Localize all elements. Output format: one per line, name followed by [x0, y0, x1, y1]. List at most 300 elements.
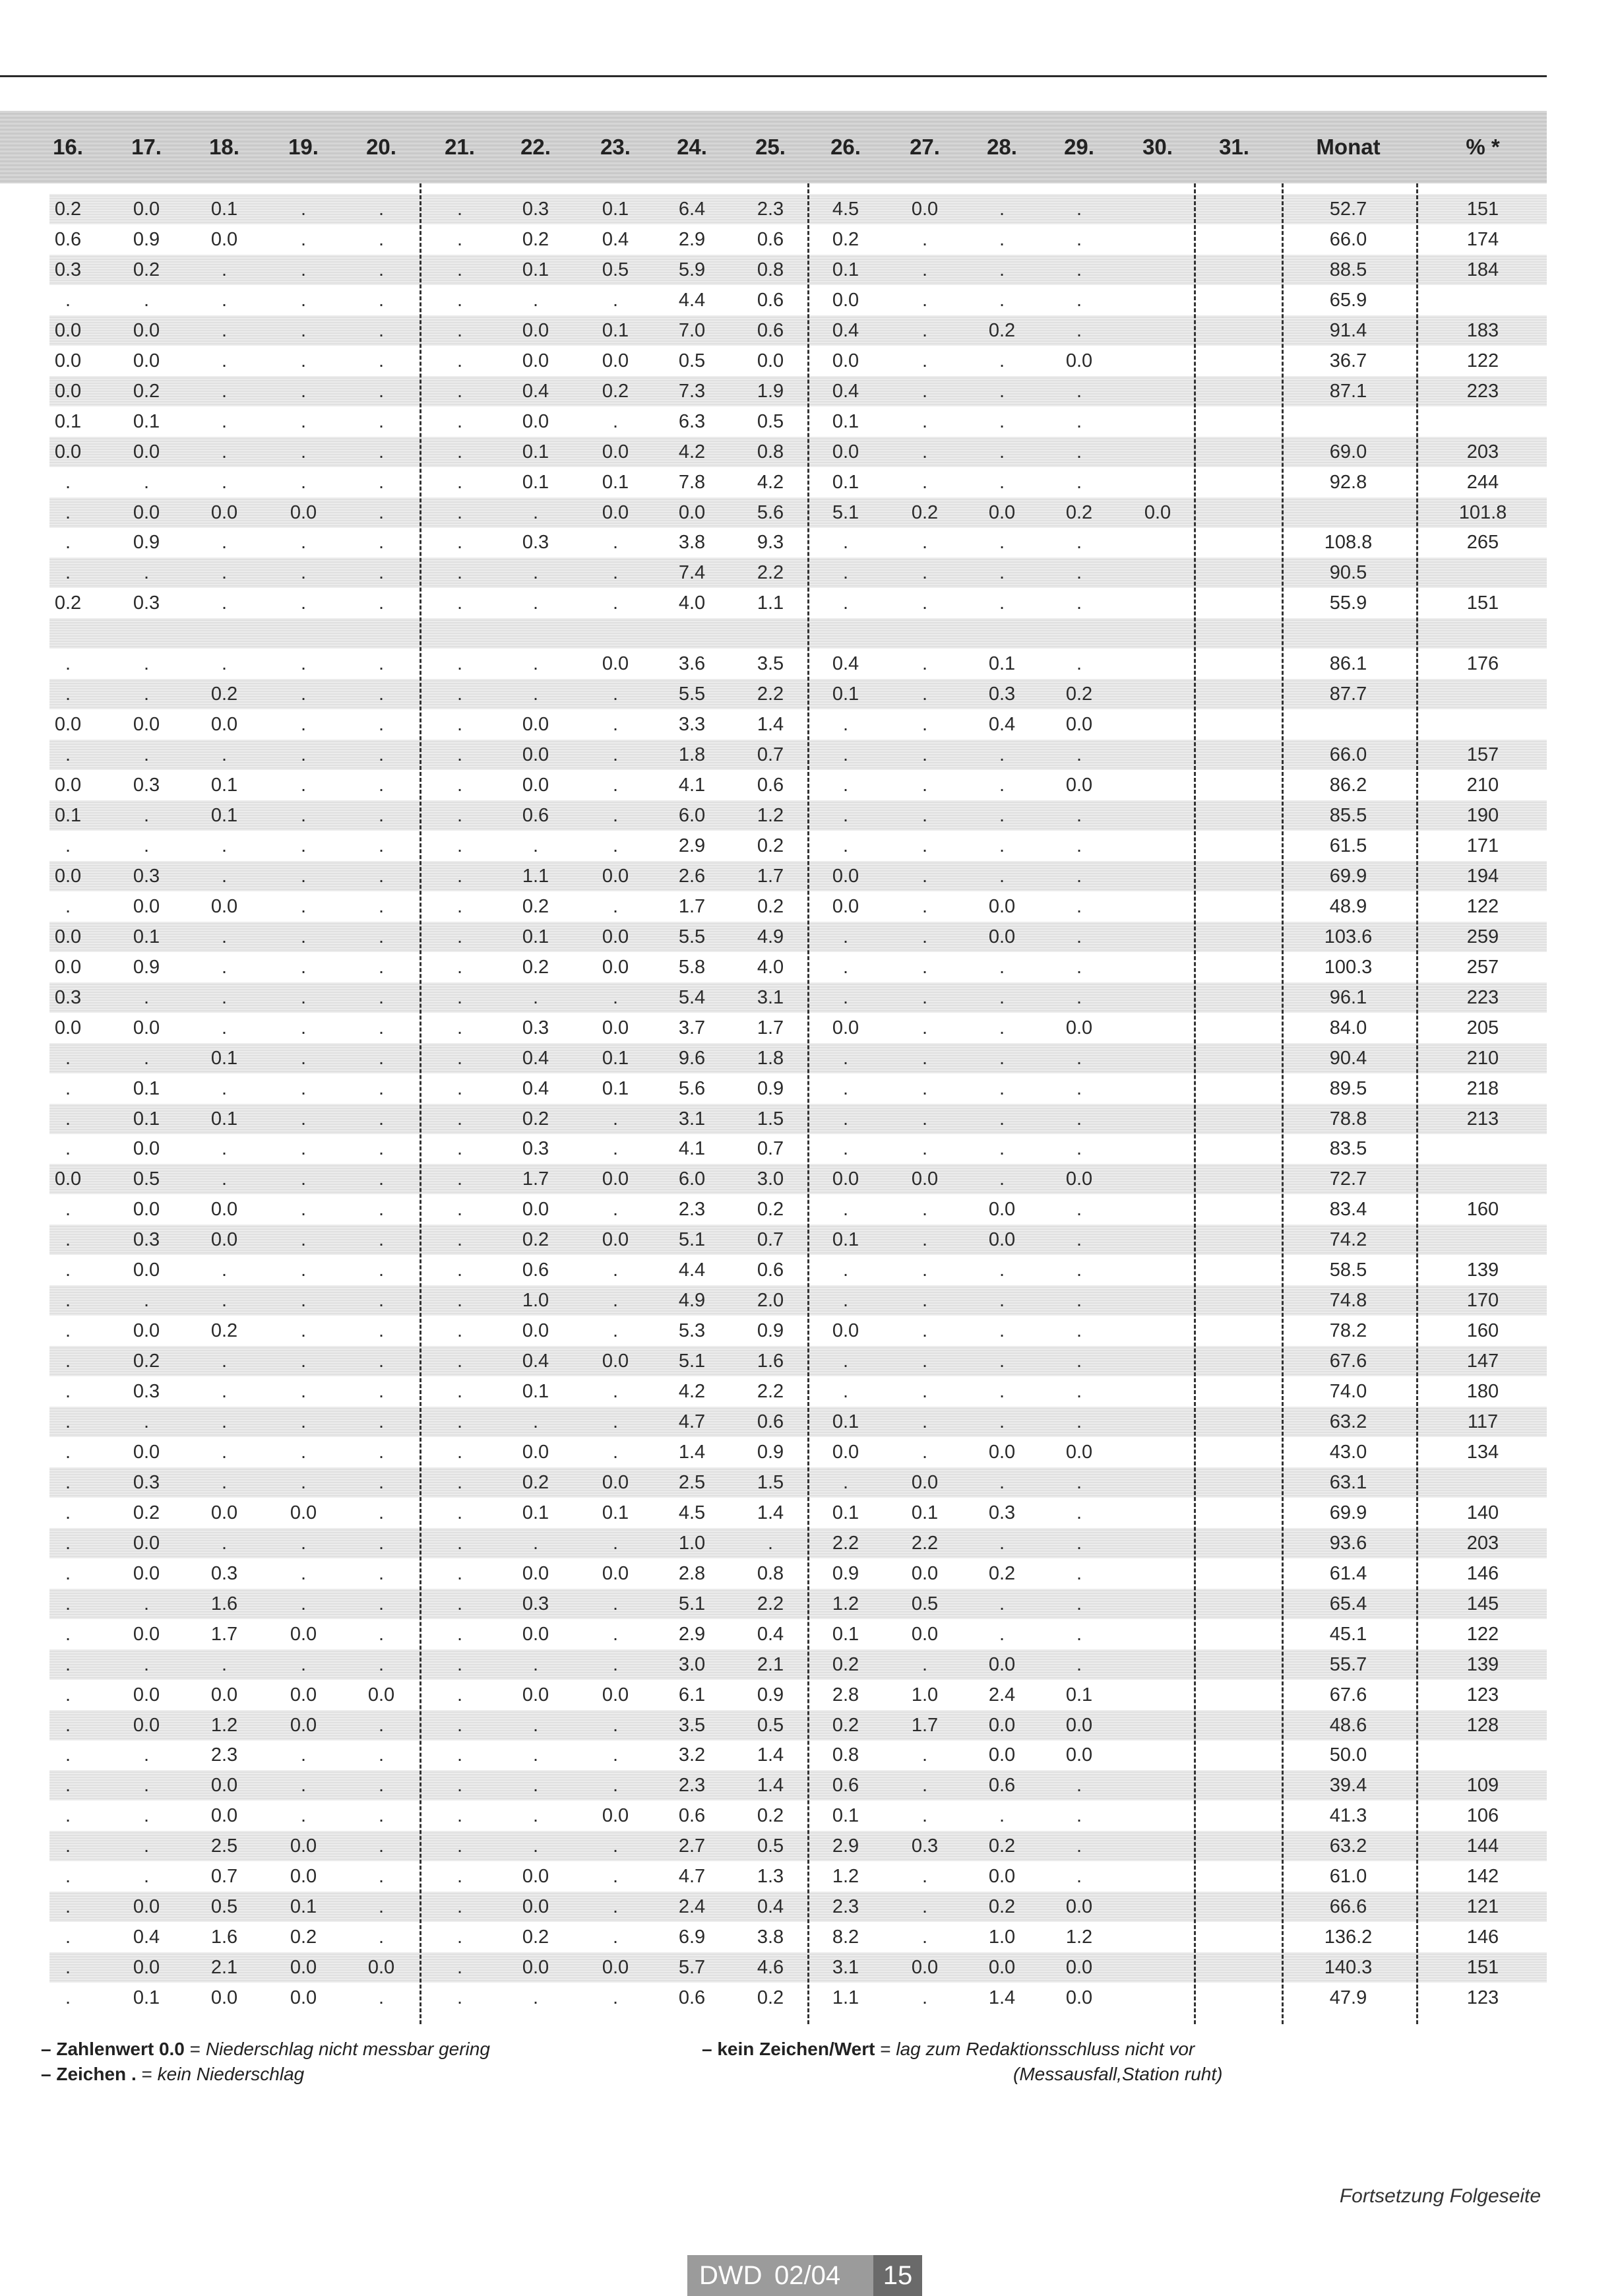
- table-cell: .: [300, 926, 307, 947]
- table-cell: .: [921, 410, 928, 432]
- table-cell: 1.7: [678, 895, 706, 917]
- table-cell: 0.0: [522, 410, 549, 432]
- table-cell: 0.2: [1065, 684, 1093, 705]
- table-cell: 0.0: [210, 1502, 238, 1523]
- table-cell: .: [221, 350, 228, 371]
- table-cell: 92.8: [1329, 471, 1367, 493]
- legend-symbol: .: [131, 2064, 137, 2084]
- table-cell: 106: [1466, 1805, 1499, 1827]
- table-cell: .: [300, 1199, 307, 1221]
- table-cell: 7.3: [678, 380, 706, 402]
- table-cell: 1.7: [757, 1017, 784, 1038]
- table-cell: 0.0: [522, 744, 549, 766]
- column-header: 29.: [1064, 135, 1094, 159]
- table-cell: .: [612, 1987, 619, 2009]
- table-cell: .: [378, 805, 385, 826]
- table-cell: 0.0: [133, 1957, 160, 1979]
- table-cell: .: [921, 562, 928, 584]
- table-cell: .: [378, 410, 385, 432]
- table-cell: .: [300, 956, 307, 978]
- table-cell: 0.0: [602, 1351, 629, 1372]
- table-cell: .: [143, 1775, 150, 1797]
- table-cell: 3.1: [757, 986, 784, 1008]
- table-cell: .: [65, 1562, 71, 1584]
- table-cell: 0.1: [522, 1381, 549, 1403]
- table-cell: .: [612, 1714, 619, 1736]
- table-cell: .: [1076, 410, 1082, 432]
- table-cell: .: [143, 986, 150, 1008]
- separator-before-percent: [1416, 183, 1418, 2024]
- table-cell: .: [456, 1684, 463, 1706]
- table-cell: .: [1076, 1320, 1082, 1342]
- table-cell: 0.4: [988, 714, 1016, 736]
- table-cell: 4.7: [678, 1411, 706, 1432]
- table-cell: .: [612, 1108, 619, 1130]
- table-cell: 4.5: [832, 199, 859, 220]
- table-cell: .: [378, 1381, 385, 1403]
- table-cell: .: [532, 653, 539, 675]
- table-cell: .: [842, 1199, 849, 1221]
- legend-equals: =: [141, 2064, 152, 2084]
- table-cell: 2.3: [757, 199, 784, 220]
- table-cell: 123: [1466, 1987, 1499, 2009]
- legend-equals: =: [189, 2039, 201, 2059]
- table-cell: .: [378, 319, 385, 341]
- table-cell: .: [1076, 1502, 1082, 1523]
- table-cell: 205: [1466, 1017, 1499, 1038]
- table-cell: .: [999, 744, 1005, 766]
- table-cell: 4.1: [678, 1138, 706, 1160]
- table-cell: .: [143, 1593, 150, 1614]
- table-cell: 0.0: [602, 1684, 629, 1706]
- table-cell: .: [532, 289, 539, 311]
- table-cell: 0.2: [522, 1471, 549, 1493]
- table-cell: .: [456, 1532, 463, 1554]
- table-cell: .: [532, 1805, 539, 1827]
- table-cell: 0.6: [988, 1775, 1016, 1797]
- table-cell: 78.2: [1329, 1320, 1367, 1342]
- table-cell: 3.6: [678, 653, 706, 675]
- table-cell: 47.9: [1329, 1987, 1367, 2009]
- table-cell: 1.4: [678, 1441, 706, 1463]
- table-cell: .: [999, 1471, 1005, 1493]
- table-cell: .: [300, 1351, 307, 1372]
- table-cell: .: [456, 1229, 463, 1251]
- table-cell: 0.0: [133, 441, 160, 462]
- table-cell: 1.6: [210, 1593, 238, 1614]
- legend-equals: =: [880, 2039, 891, 2059]
- table-cell: 2.8: [832, 1684, 859, 1706]
- table-cell: .: [65, 1411, 71, 1432]
- table-cell: 2.7: [678, 1835, 706, 1857]
- table-cell: 0.1: [832, 1229, 859, 1251]
- table-cell: 0.7: [757, 1229, 784, 1251]
- table-cell: 5.5: [678, 684, 706, 705]
- table-cell: 0.0: [1144, 501, 1171, 523]
- table-cell: 5.3: [678, 1320, 706, 1342]
- table-cell: 66.6: [1329, 1896, 1367, 1918]
- table-cell: .: [456, 1108, 463, 1130]
- table-cell: 0.8: [757, 441, 784, 462]
- table-cell: 1.1: [522, 865, 549, 887]
- table-cell: .: [999, 1532, 1005, 1554]
- table-cell: 0.6: [522, 1260, 549, 1281]
- table-cell: 2.3: [678, 1199, 706, 1221]
- table-cell: .: [767, 1532, 774, 1554]
- table-cell: 0.0: [54, 380, 82, 402]
- table-cell: 0.1: [602, 319, 629, 341]
- table-cell: .: [1076, 835, 1082, 856]
- table-cell: .: [612, 1138, 619, 1160]
- table-cell: 0.0: [522, 1896, 549, 1918]
- table-cell: .: [65, 501, 71, 523]
- table-cell: 160: [1466, 1320, 1499, 1342]
- table-cell: 0.1: [602, 471, 629, 493]
- table-cell: .: [842, 986, 849, 1008]
- table-cell: .: [532, 1744, 539, 1766]
- table-cell: 151: [1466, 199, 1499, 220]
- table-cell: .: [456, 805, 463, 826]
- table-cell: 67.6: [1329, 1351, 1367, 1372]
- row-stripe: [49, 1104, 1547, 1134]
- table-cell: .: [378, 1593, 385, 1614]
- table-cell: .: [143, 1411, 150, 1432]
- table-cell: 0.0: [1065, 714, 1093, 736]
- table-cell: 4.2: [678, 1381, 706, 1403]
- table-cell: 0.0: [522, 1957, 549, 1979]
- table-cell: 4.6: [757, 1957, 784, 1979]
- table-cell: .: [378, 1320, 385, 1342]
- table-cell: .: [300, 1108, 307, 1130]
- table-cell: 2.2: [911, 1532, 939, 1554]
- table-cell: .: [612, 1411, 619, 1432]
- table-cell: .: [143, 1744, 150, 1766]
- table-cell: 0.1: [210, 1047, 238, 1069]
- table-cell: 0.0: [1065, 1987, 1093, 2009]
- table-cell: 0.8: [832, 1744, 859, 1766]
- table-cell: 0.3: [54, 259, 82, 280]
- table-cell: 0.0: [367, 1957, 395, 1979]
- table-cell: 194: [1466, 865, 1499, 887]
- table-cell: 0.0: [911, 1471, 939, 1493]
- table-cell: .: [999, 441, 1005, 462]
- column-header: 17.: [131, 135, 162, 159]
- table-cell: 0.4: [832, 380, 859, 402]
- table-cell: .: [532, 1775, 539, 1797]
- table-cell: 0.1: [133, 1987, 160, 2009]
- table-cell: 0.0: [210, 1199, 238, 1221]
- table-cell: 0.0: [602, 1017, 629, 1038]
- table-cell: .: [842, 1260, 849, 1281]
- table-cell: .: [612, 805, 619, 826]
- table-cell: .: [842, 714, 849, 736]
- table-cell: 0.1: [1065, 1684, 1093, 1706]
- table-cell: .: [300, 714, 307, 736]
- table-cell: .: [612, 775, 619, 796]
- table-cell: 0.0: [988, 1714, 1016, 1736]
- table-cell: 0.0: [210, 1684, 238, 1706]
- table-cell: .: [65, 471, 71, 493]
- table-cell: .: [65, 1290, 71, 1312]
- table-cell: 0.8: [757, 1562, 784, 1584]
- table-cell: .: [921, 1866, 928, 1888]
- table-cell: 48.6: [1329, 1714, 1367, 1736]
- continuation-note: Fortsetzung Folgeseite: [1339, 2185, 1541, 2207]
- table-cell: .: [532, 835, 539, 856]
- table-cell: 1.0: [911, 1684, 939, 1706]
- table-cell: 7.0: [678, 319, 706, 341]
- table-cell: 4.2: [757, 471, 784, 493]
- table-cell: .: [378, 1866, 385, 1888]
- table-cell: .: [65, 1684, 71, 1706]
- table-cell: .: [921, 775, 928, 796]
- table-cell: .: [456, 744, 463, 766]
- table-cell: .: [456, 1866, 463, 1888]
- table-cell: .: [456, 1653, 463, 1675]
- table-cell: 45.1: [1329, 1623, 1367, 1645]
- table-cell: 0.1: [133, 410, 160, 432]
- table-cell: .: [378, 1077, 385, 1099]
- table-cell: .: [921, 1351, 928, 1372]
- table-cell: 0.0: [210, 714, 238, 736]
- table-cell: .: [456, 410, 463, 432]
- table-cell: .: [921, 1229, 928, 1251]
- table-cell: 0.2: [522, 895, 549, 917]
- table-cell: .: [1076, 1077, 1082, 1099]
- table-cell: .: [456, 1077, 463, 1099]
- table-cell: .: [921, 1077, 928, 1099]
- table-cell: .: [221, 1168, 228, 1190]
- table-cell: 2.2: [832, 1532, 859, 1554]
- table-cell: 147: [1466, 1351, 1499, 1372]
- table-cell: 2.2: [757, 1381, 784, 1403]
- table-cell: 0.5: [678, 350, 706, 371]
- column-header: Monat: [1316, 135, 1381, 159]
- table-cell: 2.9: [678, 835, 706, 856]
- table-cell: .: [1076, 1260, 1082, 1281]
- table-cell: 41.3: [1329, 1805, 1367, 1827]
- table-cell: 0.6: [832, 1775, 859, 1797]
- table-cell: 122: [1466, 1623, 1499, 1645]
- table-cell: .: [378, 1623, 385, 1645]
- table-cell: .: [1076, 199, 1082, 220]
- table-cell: .: [999, 592, 1005, 614]
- table-cell: 2.2: [757, 684, 784, 705]
- table-cell: .: [378, 1744, 385, 1766]
- table-cell: .: [456, 926, 463, 947]
- table-cell: .: [1076, 1381, 1082, 1403]
- table-cell: .: [65, 1532, 71, 1554]
- table-cell: .: [65, 895, 71, 917]
- table-cell: 0.0: [988, 1744, 1016, 1766]
- table-cell: .: [456, 592, 463, 614]
- table-cell: 0.2: [832, 228, 859, 250]
- table-cell: 74.8: [1329, 1290, 1367, 1312]
- table-cell: 0.6: [54, 228, 82, 250]
- table-cell: 0.0: [832, 1168, 859, 1190]
- table-cell: 151: [1466, 592, 1499, 614]
- issue-number: 02/04: [774, 2261, 841, 2290]
- table-cell: 0.0: [522, 319, 549, 341]
- table-cell: 0.1: [832, 259, 859, 280]
- table-cell: .: [842, 775, 849, 796]
- table-cell: 66.0: [1329, 228, 1367, 250]
- table-cell: 0.0: [133, 1320, 160, 1342]
- table-cell: .: [921, 1927, 928, 1948]
- table-cell: .: [921, 228, 928, 250]
- table-cell: .: [1076, 1653, 1082, 1675]
- table-cell: .: [921, 1744, 928, 1766]
- table-cell: .: [999, 1290, 1005, 1312]
- table-cell: .: [999, 986, 1005, 1008]
- table-cell: .: [65, 1381, 71, 1403]
- table-cell: 0.3: [911, 1835, 939, 1857]
- table-cell: .: [1076, 865, 1082, 887]
- table-cell: .: [612, 1896, 619, 1918]
- table-cell: .: [65, 1957, 71, 1979]
- table-cell: .: [1076, 986, 1082, 1008]
- table-cell: .: [221, 259, 228, 280]
- table-cell: .: [999, 1017, 1005, 1038]
- table-cell: .: [456, 895, 463, 917]
- table-cell: 0.2: [133, 1351, 160, 1372]
- table-cell: 63.2: [1329, 1411, 1367, 1432]
- table-cell: 0.3: [522, 1017, 549, 1038]
- legend-label: – Zahlenwert: [41, 2039, 154, 2059]
- table-cell: .: [1076, 1775, 1082, 1797]
- table-cell: .: [378, 1351, 385, 1372]
- table-cell: .: [921, 805, 928, 826]
- table-cell: 3.3: [678, 714, 706, 736]
- table-cell: .: [842, 744, 849, 766]
- table-cell: 0.3: [522, 532, 549, 554]
- table-cell: .: [378, 1775, 385, 1797]
- table-cell: 0.0: [988, 501, 1016, 523]
- table-cell: 259: [1466, 926, 1499, 947]
- table-cell: 0.5: [210, 1896, 238, 1918]
- table-cell: .: [378, 562, 385, 584]
- table-cell: 0.0: [290, 1957, 317, 1979]
- table-cell: .: [300, 1047, 307, 1069]
- table-cell: 0.3: [133, 1471, 160, 1493]
- legend-no-sign: [702, 2039, 1195, 2060]
- table-cell: 180: [1466, 1381, 1499, 1403]
- table-cell: 0.0: [602, 1562, 629, 1584]
- table-cell: 0.0: [1065, 1957, 1093, 1979]
- table-cell: 0.0: [911, 1562, 939, 1584]
- table-cell: 61.0: [1329, 1866, 1367, 1888]
- table-cell: .: [143, 289, 150, 311]
- table-cell: .: [300, 1441, 307, 1463]
- table-cell: 84.0: [1329, 1017, 1367, 1038]
- table-cell: 0.0: [522, 714, 549, 736]
- table-cell: 2.4: [678, 1896, 706, 1918]
- table-cell: 1.5: [757, 1471, 784, 1493]
- table-cell: .: [300, 1653, 307, 1675]
- table-cell: 0.0: [54, 1017, 82, 1038]
- table-cell: .: [532, 1411, 539, 1432]
- table-cell: 0.1: [54, 805, 82, 826]
- table-cell: 0.2: [133, 259, 160, 280]
- table-cell: 2.3: [210, 1744, 238, 1766]
- table-cell: 0.0: [602, 926, 629, 947]
- table-cell: .: [921, 835, 928, 856]
- table-cell: .: [221, 986, 228, 1008]
- table-cell: 0.0: [522, 1684, 549, 1706]
- table-cell: 65.9: [1329, 289, 1367, 311]
- table-cell: .: [221, 289, 228, 311]
- table-cell: 0.2: [832, 1714, 859, 1736]
- table-cell: .: [221, 1532, 228, 1554]
- table-cell: 0.0: [988, 1957, 1016, 1979]
- table-cell: 0.6: [678, 1987, 706, 2009]
- table-cell: 0.0: [602, 1957, 629, 1979]
- table-cell: .: [999, 410, 1005, 432]
- table-cell: 0.0: [522, 775, 549, 796]
- table-cell: .: [300, 1168, 307, 1190]
- table-cell: .: [65, 1047, 71, 1069]
- table-cell: .: [1076, 1835, 1082, 1857]
- table-cell: .: [378, 1168, 385, 1190]
- separator-after-25: [807, 183, 809, 2024]
- table-cell: .: [378, 1502, 385, 1523]
- table-cell: .: [921, 1653, 928, 1675]
- table-cell: 83.4: [1329, 1199, 1367, 1221]
- table-cell: .: [378, 471, 385, 493]
- table-cell: .: [221, 410, 228, 432]
- table-cell: .: [300, 895, 307, 917]
- table-cell: 1.2: [832, 1593, 859, 1614]
- table-cell: 58.5: [1329, 1260, 1367, 1281]
- table-cell: .: [921, 471, 928, 493]
- table-cell: .: [999, 259, 1005, 280]
- table-cell: .: [999, 1108, 1005, 1130]
- table-cell: .: [65, 1593, 71, 1614]
- table-cell: 69.0: [1329, 441, 1367, 462]
- table-cell: 2.9: [832, 1835, 859, 1857]
- table-cell: .: [300, 441, 307, 462]
- table-cell: .: [999, 1381, 1005, 1403]
- table-cell: .: [300, 1077, 307, 1099]
- column-header: 21.: [445, 135, 475, 159]
- table-cell: 0.0: [522, 1199, 549, 1221]
- table-cell: .: [456, 653, 463, 675]
- table-cell: 5.7: [678, 1957, 706, 1979]
- table-cell: .: [456, 1835, 463, 1857]
- table-cell: 0.0: [522, 1562, 549, 1584]
- table-cell: 5.5: [678, 926, 706, 947]
- table-cell: .: [1076, 926, 1082, 947]
- table-cell: 3.1: [678, 1108, 706, 1130]
- table-cell: .: [1076, 532, 1082, 554]
- table-cell: 0.1: [602, 1077, 629, 1099]
- row-stripe: [49, 1043, 1547, 1073]
- table-cell: .: [612, 744, 619, 766]
- table-cell: .: [1076, 1411, 1082, 1432]
- table-cell: 0.0: [54, 926, 82, 947]
- table-cell: .: [612, 1441, 619, 1463]
- table-cell: .: [1076, 228, 1082, 250]
- table-cell: 0.1: [832, 1805, 859, 1827]
- table-cell: .: [300, 1017, 307, 1038]
- table-cell: 91.4: [1329, 319, 1367, 341]
- table-cell: 0.3: [210, 1562, 238, 1584]
- table-cell: .: [612, 1835, 619, 1857]
- table-cell: .: [300, 653, 307, 675]
- table-cell: 0.0: [911, 1168, 939, 1190]
- table-cell: .: [221, 956, 228, 978]
- table-cell: 0.0: [911, 199, 939, 220]
